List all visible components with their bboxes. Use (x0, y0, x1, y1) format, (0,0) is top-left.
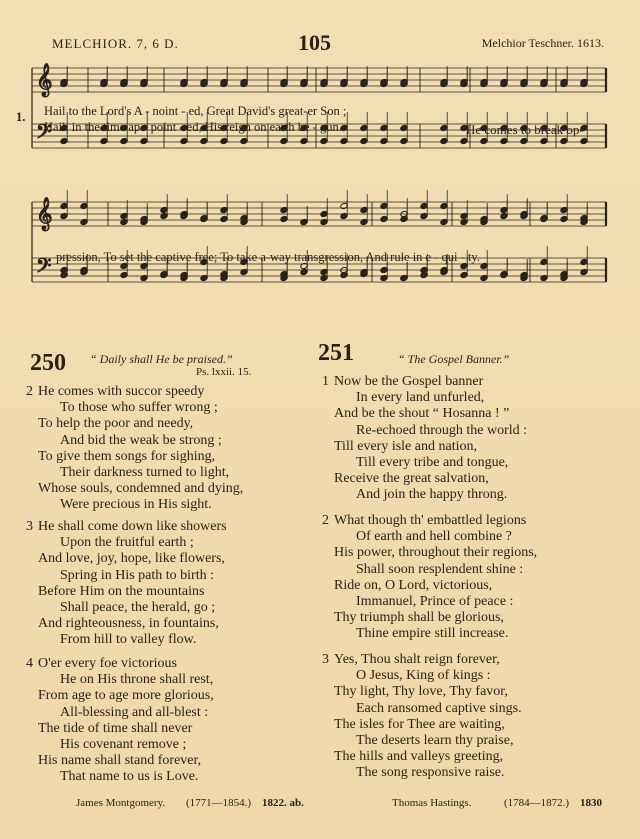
hymn-251-stanza (322, 652, 522, 782)
hymn-251-number: 251 (318, 340, 354, 366)
hymn-251-author: Thomas Hastings. (392, 797, 472, 809)
stanza-line: O Jesus, King of kings : (356, 668, 491, 684)
stanza-line: And bid the weak be strong ; (60, 432, 222, 448)
stanza-line: Whose souls, condemned and dying, (38, 481, 244, 497)
stanza-line: All-blessing and all-blest : (60, 704, 209, 720)
stanza-line: Till every isle and nation, (334, 438, 477, 454)
stanza-number: 4 (26, 656, 33, 671)
stanza-line: His power, throughout their regions, (334, 545, 538, 561)
hymn-251-stanza (322, 374, 528, 504)
stanza-line: His covenant remove ; (60, 737, 187, 753)
stanza-line: Receive the great salvation, (334, 471, 489, 487)
hymn-250-reference: Ps. lxxii. 15. (196, 366, 252, 378)
composer-credit: Melchior Teschner. 1613. (481, 36, 604, 50)
hymn-250-year: 1822. ab. (262, 797, 304, 809)
stanza-line: Shall peace, the herald, go ; (60, 600, 216, 616)
stanza-line: In every land unfurled, (356, 390, 485, 406)
hymn-251-title: “ The Gospel Banner.” (398, 352, 510, 366)
hymn-250-stanza (26, 384, 244, 514)
stanza-line: 2 He comes with succor speedy (26, 384, 205, 399)
verse-marker: 1. (16, 110, 26, 124)
stanza-line: Each ransomed captive sings. (356, 700, 522, 716)
stanza-line: To give them songs for sighing, (38, 448, 216, 464)
stanza-number: 1 (322, 374, 329, 389)
stanza-number: 3 (322, 652, 329, 667)
stanza-line: Thy triumph shall be glorious, (334, 610, 504, 626)
stanza-line: Thy light, Thy love, Thy favor, (334, 684, 508, 700)
stanza-line: To help the poor and needy, (38, 416, 194, 432)
stanza-line: 2 What though th' embattled legions (322, 513, 527, 528)
hymn-250-stanza (26, 656, 214, 786)
hymn-251-stanza (322, 513, 538, 643)
stanza-line: From age to age more glorious, (38, 688, 214, 704)
stanza-line: Till every tribe and tongue, (356, 455, 509, 471)
stanza-line: Re-echoed through the world : (356, 422, 528, 438)
hymn-250-author: James Montgomery. (76, 797, 166, 809)
stanza-line: And join the happy throng. (356, 487, 508, 503)
stanza-line: To those who suffer wrong ; (60, 400, 218, 416)
stanza-line: From hill to valley flow. (60, 632, 197, 648)
stanza-line: The deserts learn thy praise, (356, 733, 514, 749)
lyric-line-3: pression, To set the captive free; To take a-way transgression, And rule in e - qui - ty. (56, 250, 480, 264)
stanza-line: Thine empire still increase. (356, 626, 509, 642)
hymn-250-title: “ Daily shall He be praised.” (90, 352, 233, 366)
music-score (0, 0, 640, 320)
stanza-line: That name to us is Love. (60, 769, 199, 785)
stanza-line: His name shall stand forever, (38, 753, 202, 769)
stanza-line: 3 Yes, Thou shalt reign forever, (322, 652, 500, 667)
hymn-250-number: 250 (30, 350, 66, 376)
stanza-line: Ride on, O Lord, victorious, (334, 577, 493, 593)
stanza-line: The hills and valleys greeting, (334, 749, 504, 765)
hymn-251-year: 1830 (580, 797, 602, 809)
stanza-line: Shall soon resplendent shine : (356, 561, 524, 577)
stanza-line: The tide of time shall never (38, 720, 193, 736)
bass-clef: 𝄢 (36, 120, 52, 148)
stanza-line: Their darkness turned to light, (60, 465, 230, 481)
stanza-line: 1 Now be the Gospel banner (322, 374, 484, 389)
stanza-line: He on His throne shall rest, (60, 672, 214, 688)
hymn-251-dates: (1784—1872.) (504, 797, 570, 809)
bass-clef: 𝄢 (36, 254, 52, 282)
stanza-line: Upon the fruitful earth ; (60, 535, 194, 551)
stanza-line: Were precious in His sight. (60, 497, 212, 513)
treble-clef: 𝄞 (36, 197, 53, 230)
stanza-line: 4 O'er every foe victorious (26, 656, 177, 671)
stanza-number: 2 (322, 513, 329, 528)
stanza-line: 3 He shall come down like showers (26, 519, 227, 534)
stanza-line: Of earth and hell combine ? (356, 529, 512, 545)
lyric-line-1: Hail to the Lord's A - noint - ed, Great David's great-er Son ; (44, 104, 347, 118)
stanza-line: And love, joy, hope, like flowers, (38, 551, 225, 567)
stanza-line: Spring in His path to birth : (60, 567, 214, 583)
stanza-line: Before Him on the mountains (38, 583, 205, 599)
hymn-250-stanza (26, 519, 227, 649)
page-number: 105 (298, 30, 331, 55)
stanza-number: 2 (26, 384, 33, 399)
stanza-line: And righteousness, in fountains, (38, 616, 219, 632)
lyric-line-2: Hail, in the time ap - point - ed, His reign on earth be - gun. (44, 120, 342, 134)
tune-name: MELCHIOR. 7, 6 D. (52, 36, 179, 51)
stanza-line: The isles for Thee are waiting, (334, 716, 505, 732)
stanza-line: The song responsive raise. (356, 765, 505, 781)
treble-clef: 𝄞 (36, 63, 53, 96)
hymn-250-dates: (1771—1854.) (186, 797, 252, 809)
stanza-line: Immanuel, Prince of peace : (356, 594, 514, 610)
stanza-number: 3 (26, 519, 33, 534)
lyric-continue: He comes to break op- (466, 122, 584, 137)
stanza-line: And be the shout “ Hosanna ! ” (334, 406, 510, 422)
